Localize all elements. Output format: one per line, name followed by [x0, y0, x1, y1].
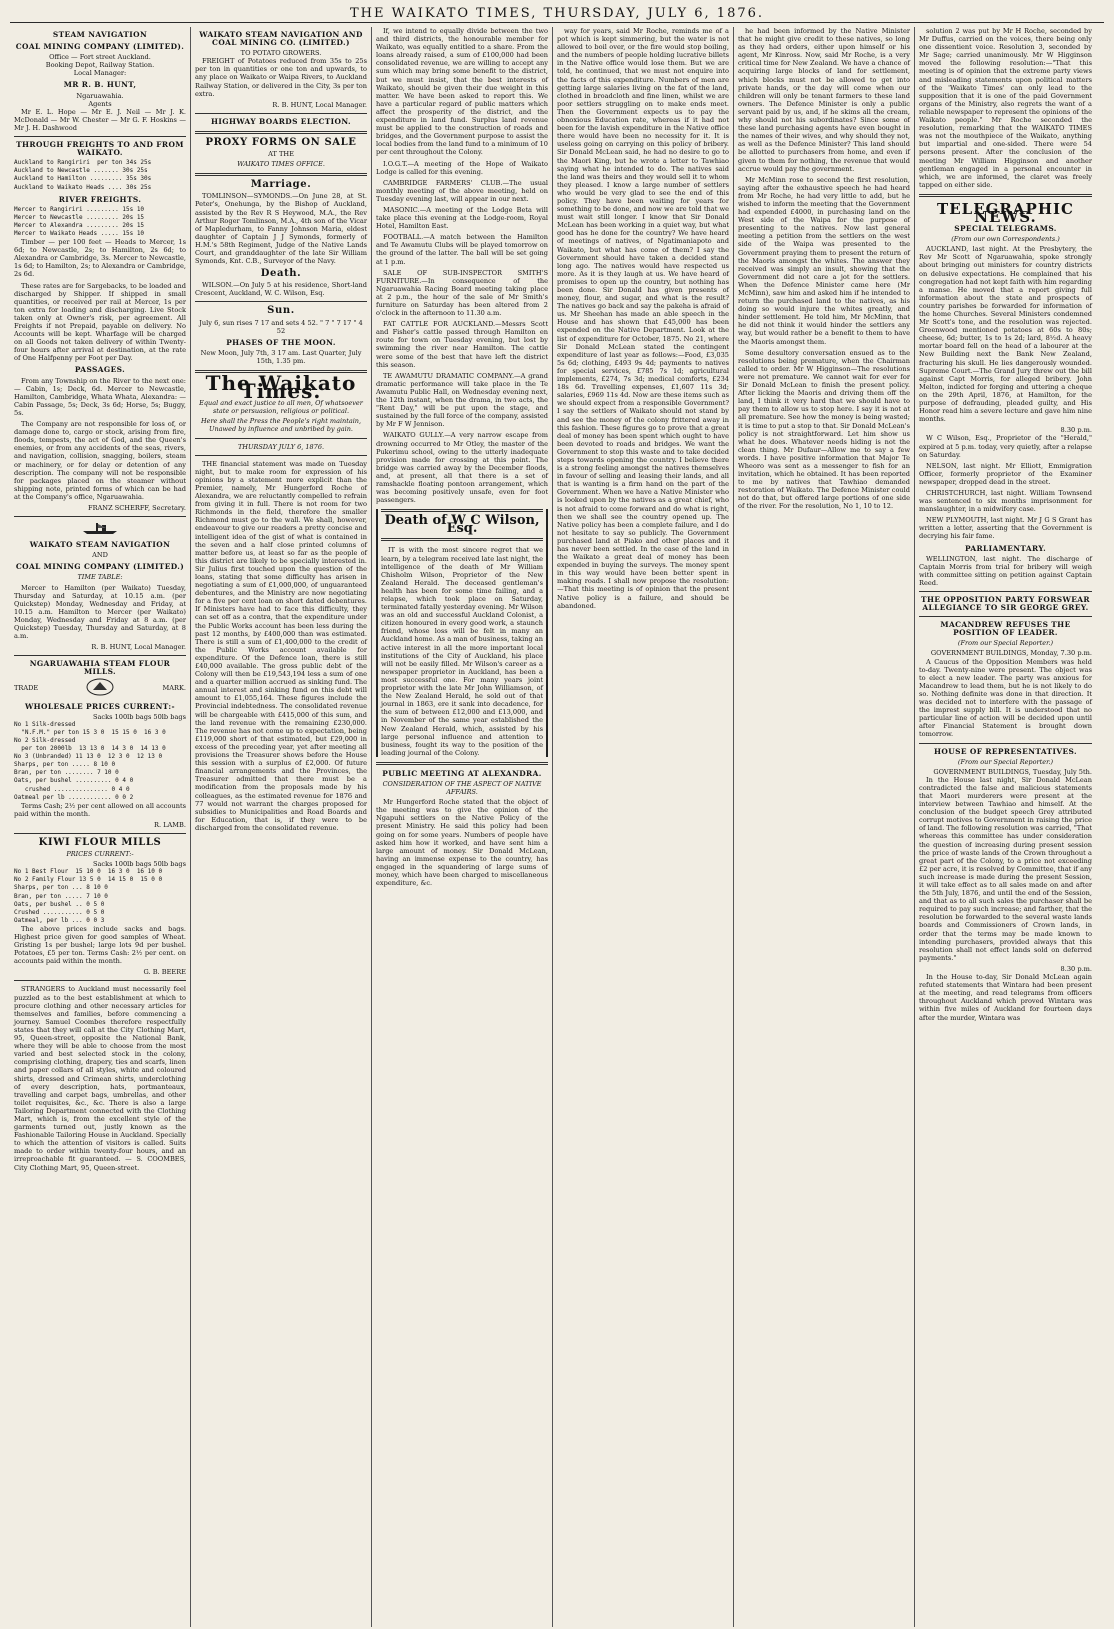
- special-telegrams-sub: (From our own Correspondents.): [951, 235, 1060, 244]
- ad-depot: Booking Depot, Railway Station.: [45, 61, 155, 70]
- timetable-label: TIME TABLE:: [77, 573, 123, 582]
- death-notice: WILSON.—On July 5 at his residence, Short-land Crescent, Auckland, W. C. Wilson, Esq.: [195, 281, 367, 298]
- kiwi-prices-table: No 1 Best Flour 15 10 0 16 3 0 16 10 0 No 2 Family Flour 13 5 0 14 15 0 15 0 0 Sharps, per ton ... 8 10 0 Bran, per ton ..... 7 10 0 Oats, per bushel .. 0 5 0 Crushed ........... 0 5 0 Oatmeal, per lb ... 0 0 3: [14, 868, 163, 924]
- timetable-text: Mercer to Hamilton (per Waikato) Tuesday, Thursday and Saturday, at 10.15 a.m. (per Quickstep) Monday, Wednesday and Friday, at 10.15 a.m. Hamilton to Mercer (per Waikato) Monday, Wednesday and Friday at 8 a.m. (per Quickstep) Tuesday, Thursday and Saturday, at 8 a.m.: [14, 583, 186, 641]
- meeting-report-continued: way for years, said Mr Roche, reminds me of a pot which is kept simmering, but the water is not allowed to boil over, or the fire would stop boiling, and the numbers of people holding lucrative billets in the Native office would lose them. But we are told, he continued, that we must not enquire into the facts of this expenditure. Numbers of men are getting large salaries living on the fat of the land, clothed in broadcloth and fine linen, whilst we are poor settlers struggling on to make ends meet. Then the Government expects us to pay the obnoxious Education rate, whereas if it had not been for the lavish expenditure in the Native office there would have been no necessity for it. It is useless going on carrying on this policy of bribery. Sir Donald McLean said, he had no desire to go to the Maori King, but he wrote a letter to Tawhiao saying what he intended to do. The natives said the land was theirs and they would sell it to whom they pleased. I know a large number of settlers who would be very glad to see the end of this policy. They have been waiting for years for something to be done, and now we are told that we must wait still longer. I know that Sir Donald McLean has been working in a quiet way, but what good has he done for the country? We have heard of meetings of natives, of Ngatimaniapoto and Waikato, but what has come of them? I say the Government should have taken a decided stand long ago. The natives would have respected us more. As it is they laugh at us. We have heard of promises to open up the country, but nothing has been done. Sir Donald has given presents of money, flour, and sugar, and what is the result? The natives go back and say the pakeha is afraid of us. Mr Sheehan has made an able speech in the House and has shown that £45,000 has been expended on the Native Department. Look at the list of expenditure for October, 1875. No 21, where Sir Donald McLean stated the contingent expenditure of last year as follows:—Food, £3,035 5s 6d; clothing, £493 9s 4d; payments to natives for special services, £785 7s 1d; agricultural implements, £274, 7s 3d; medical comforts, £234 18s 6d. Travelling expenses, £1,607 11s 3d; salaries, £969 11s 4d. Now are these items such as we should expect from a responsible Government? I say the settlers of Waikato should not stand by and see the money of the colony frittered away in this fashion. These figures go to prove that a great deal of money has been spent which ought to have been devoted to roads and bridges. We want the Government to stop this waste and to take decided steps towards opening the country. I believe there is a strong feeling amongst the natives themselves in favour of selling and leasing their lands, and all that is wanting is a firm hand on the part of the Government. When we have a Native Minister who is looked upon by the natives as a great chief, who is not afraid to come forward and do what is right, then we shall see the country opened up. The Native policy has been a complete failure, and I do not hesitate to say so publicly. The Government purchased land at Piako and other places and it has never been settled. In the case of the land in the Waikato a great deal of money has been expended in buying the surveys. The money spent in this way would have been better spent in making roads. I shall now propose the resolution:—That this meeting is of opinion that the present Native policy is a failure, and should be abandoned.: [557, 27, 729, 610]
- proxy-at: AT THE: [268, 150, 294, 159]
- column-6: [915, 27, 1096, 1627]
- highway-boards-title: HIGHWAY BOARDS ELECTION.: [211, 116, 351, 126]
- opposition-text: A Caucus of the Opposition Members was held to-day. Twenty-nine were present. The object was to elect a new leader. The party was anxious for Macandrew to lead them, but he is not likely to do so. Nothing definite was done in that direction. It was decided not to interfere with the passage of the imprest supply bill. It is understood that no particular line of action will be decided upon until after Financial Statement is brought down tomorrow.: [919, 657, 1092, 739]
- river-freights-table: Mercer to Rangiriri ......... 15s 10 Mercer to Newcastle ......... 20s 15 Mercer to Alexandra ......... 20s 15 Mercer to Waikato Heads ..... 15s 10: [14, 205, 145, 237]
- telegraphic-news-title: TELEGRAPHIC NEWS.: [937, 199, 1074, 226]
- proxy-forms-title: PROXY FORMS ON SALE: [205, 136, 357, 148]
- divider: [381, 538, 543, 541]
- divider: [376, 762, 548, 765]
- freights-title: THROUGH FREIGHTS TO AND FROM WAIKATO.: [16, 140, 184, 158]
- paper-nameplate: The Waikato Times.: [205, 371, 357, 404]
- divider: [195, 131, 367, 134]
- ad2-and: AND: [92, 551, 108, 560]
- divider: [195, 113, 367, 114]
- freights-table: Auckland to Rangiriri per ton 34s 25s Auckland to Newcastle ....... 30s 25s Auckland to Hamilton ......... 35s 30s Auckland to Waikato Heads .... 30s 25s: [14, 159, 152, 191]
- rates-text: These rates are for Sargebacks, to be loaded and discharged by Shipper. If shipped in small quantities, or received per rail at Mercer, 1s per ton extra for loading and discharging. Live Stock taken only at Owner's risk, per agreement. All Freights if not Prepaid, payable on delivery. No Accounts will be kept. Wharfage will be charged on all Goods not taken delivery of within Twenty-four hours after arrival at destination, at the rate of One Halfpenny per Foot per Day.: [14, 281, 186, 363]
- paper-motto-2: Here shall the Press the People's right maintain, Unawed by influence and unbribed by gain.: [200, 417, 362, 434]
- issue-date: THURSDAY JULY 6, 1876.: [237, 442, 325, 451]
- prices-title: WHOLESALE PRICES CURRENT:-: [24, 701, 176, 711]
- house-title: HOUSE OF REPRESENTATIVES.: [934, 746, 1077, 756]
- kiwi-prices-head: Sacks 100lb bags 50lb bags: [92, 860, 186, 869]
- kiwi-note: The above prices include sacks and bags. Highest price given for good samples of Wheat. Gristing 1s per bushel; large lots 9d per bushel. Potatoes, £5 per ton. Terms Cash: 2½ per cent. on accounts paid within the month.: [14, 924, 186, 966]
- manager-name: MR R. B. HUNT,: [63, 80, 137, 90]
- divider: [14, 980, 186, 981]
- marriage-title: Marriage.: [250, 179, 312, 191]
- manager-label: Local Manager:: [73, 69, 127, 78]
- proxy-office: WAIKATO TIMES OFFICE.: [237, 160, 325, 169]
- liability-text: The Company are not responsible for loss of, or damage done to, cargo or stock, arising from fire, floods, tempests, the act of God, and the Queen's enemies, or from any accidents of the seas, rivers, and navigation, collision, snagging, boilers, steam or machinery, or for delay or detention of any description. The company will not be responsible for packages placed on the steamer without shipping note, printed forms of which can be had at the Company's office, Ngaruawahia.: [14, 420, 186, 501]
- meeting-report-part-3: Some desultory conversation ensued as to the resolutions being premature, when the Chairman called to order. Mr W Higginson—The resolutions were not premature. We cannot wait for ever for Sir Donald McLean to finish the present policy. After licking the Maoris and driving them off the land, I think it very hard that we should have to pay them to allow us to stop here. I say it is not at all premature. See how the money is being wasted; it is time to put a stop to that. Sir Donald McLean's policy is not straightforward. Let him show us what he does. Whatever needs hiding is not the clean thing. Mr Dufaur—Allow me to say a few words. I have positive information that Major Te Wheoro was sent as a messenger to fish for an invitation, which he obtained. It has been reported to me by natives that Tawhiao demanded restoration of Waikato. The Defence Minister could not do that, but offered large portions of one side of the river. For the resolution, No 1, 10 to 12.: [738, 348, 910, 511]
- wilson-telegram: W C Wilson, Esq., Proprietor of the "Herald," expired at 5 p.m. today, very quietly, after a relapse on Saturday.: [919, 434, 1092, 459]
- macandrew-sub: (From our Special Reporter.): [957, 639, 1054, 648]
- divider: [14, 655, 186, 656]
- column-3: [372, 27, 553, 1627]
- divider: [919, 743, 1092, 744]
- meeting-report-part-1: he had been informed by the Native Minister that he might give credit to these natives, so long as they had orders, either upon himself or his agent, Mr Kinross. Now, said Mr Roche, is a very critical time for New Zealand. We have a chance of acquiring large blocks of land for settlement, which blocks must not be allowed to get into private hands, or the day will come when our children will only be tenant farmers to these land owners. The Defence Minister is only a public servant paid by us, and, if he skims all the cream, why should not his subordinates? Since some of these land purchasing agents have even bought in the names of their wives, and why should they not, as well as the Defence Minister? This land should be allotted to purchasers from home, and even if given to them for nothing, the revenue that would accrue would pay the government.: [738, 27, 910, 173]
- leading-article: THE financial statement was made on Tuesday night, but to make room for expression of his opinions by a statement more explicit than the Premier, namely, Mr Hungerford Roche of Alexandra, we are reluctantly compelled to refrain from giving it in full. There is not room for two Richmonds in the field, therefore the smaller Richmond must go to the wall. We shall, however, endeavour to give our readers a pretty concise and intelligent idea of the gist of what is contained in the seven and a half close printed columns of matter before us, at least so far as the people of this district are likely to be specially interested in. Sir Julius first touched upon the question of the loans, stating that some difficulty has arisen in negotiating a sum of £1,000,000, of unguaranteed debentures, and the Ministry are now negotiating for a five per cent loan on short dated debentures. If Ministers have had to face this difficulty, they can set off as a contra, that the expenditure under the Public Works account has been less during the past 12 months, by £400,000 than was estimated. There is still a sum of £1,400,000 to the credit of the Public Works account available for expenditure. Of the Defence loan, there is still £40,000 available. The gross public debt of the Colony will then be £19,543,194 less a sum of one and a quarter million accrued as sinking fund. The annual interest and sinking fund on this debt will amount to £1,055,164. These figures include the Provincial indebtedness. The consolidated revenue will be chargeable with £415,000 of this sum, and the land revenue with the remaining £230,000. The revenue has not come up to expectation, being £119,000 short of that estimated, but £29,000 in excess of the preceding year, yet after meeting all provisions the Treasurer shows before the House this session with a surplus of £2,000. Of future financial arrangements and the Provinces, the Treasurer admitted that there must be a modification from the proposals made by his colleagues, as the estimated revenue for 1876 and 77 would not warrant the charges proposed for subsidies to Municipalities and Road Boards and for Education, that is, if they were to be discharged from the consolidated revenue.: [195, 459, 367, 832]
- mark-label: MARK.: [162, 684, 186, 693]
- gov-buildings-dateline-2: GOVERNMENT BUILDINGS, Tuesday, July 5th.: [933, 767, 1092, 776]
- kiwi-mills-title: KIWI FLOUR MILLS: [38, 836, 162, 848]
- divider: [919, 194, 1092, 197]
- potato-ad-title: WAIKATO STEAM NAVIGATION AND COAL MINING CO. (LIMITED.): [199, 30, 363, 48]
- time-stamp: 8.30 p.m.: [1060, 426, 1092, 435]
- ship-icon: [14, 521, 186, 537]
- obituary-frame: [376, 509, 548, 757]
- mills-terms: Terms Cash; 2½ per cent allowed on all accounts paid within the month.: [14, 801, 186, 818]
- kiwi-prices-label: PRICES CURRENT:-: [66, 850, 134, 859]
- columns: [10, 27, 1104, 1627]
- kiwi-signature: G. B. BEERE: [143, 968, 186, 977]
- column-4: [553, 27, 734, 1627]
- wellington-telegram: WELLINGTON, last night. The discharge of Captain Morris from trial for bribery will weigh with committee sitting on petition against Captain Reed.: [919, 554, 1092, 587]
- divider: [919, 616, 1092, 617]
- meeting-report-end: solution 2 was put by Mr H Roche, seconded by Mr Duffus, carried on the voices, there being only one dissentient voice. Resolution 3, seconded by Mr Sage; carried unanimously. Mr W Higginson moved the following resolution:—"That this meeting is of opinion that the extreme party views and misleading statements upon political matters of the 'Waikato Times' can only lead to the supposition that it is one of the paid Government organs of the Ministry, also regrets the want of a reliable newspaper to represent the opinions of the Waikato people." Mr Roche seconded the resolution, remarking that the WAIKATO TIMES was not the mouthpiece of the Waikato, anything but impartial and one-sided. There were 54 persons present. After the conclusion of the meeting Mr William Higginson and another gentleman engaged in a personal encounter in which, we are informed, the claret was freely tapped on either side.: [919, 27, 1092, 189]
- sale-notice: SALE OF SUB-INSPECTOR SMITH'S FURNITURE.—In consequence of the Ngaruawahia Racing Board meeting taking place at 2 p.m., the hour of the sale of Mr Smith's furniture on Saturday has been altered from 2 o'clock in the afternoon to 11.30 a.m.: [376, 268, 548, 318]
- trade-mark-row: [14, 678, 186, 698]
- moon-title: PHASES OF THE MOON.: [226, 337, 336, 347]
- public-meeting-sub: CONSIDERATION OF THE ASPECT OF NATIVE AFFAIRS.: [382, 779, 542, 797]
- river-freights-text: Timber — per 100 feet — Heads to Mercer, 1s 6d; to Newcastle, 2s; to Hamilton, 2s 6d; to Alexandra or Cambridge, 3s. Mercer to Newcastle, 1s 6d; to Hamilton, 2s; to Alexandra or Cambridge, 2s 6d.: [14, 238, 186, 279]
- lodge-notice: I.O.G.T.—A meeting of the Hope of Waikato Lodge is called for this evening.: [376, 159, 548, 176]
- gov-buildings-dateline: GOVERNMENT BUILDINGS, Monday, 7.30 p.m.: [930, 649, 1092, 658]
- gully-notice: WAIKATO GULLY.—A very narrow escape from drowning occurred to Mr Otley, the master of the Pukerimu school, owing to the utterly inadequate provision made for crossing at this point. The bridge was carried away by the December floods, and, at present, all that there is a set of ramshackle floating pontoon arrangement, which was becoming positively unsafe, even for foot passengers.: [376, 431, 548, 505]
- trade-mark-icon: [85, 678, 115, 698]
- divider: [14, 516, 186, 517]
- sun-times: July 6, sun rises 7 17 and sets 4 52. " 7 " 7 17 " 4 52: [199, 318, 363, 335]
- passages-title: PASSAGES.: [74, 365, 126, 375]
- ad-office: Office — Fort street Auckland.: [49, 53, 151, 62]
- paper-motto: Equal and exact justice to all men, Of whatsoever state or persuasion, religious or political.: [199, 399, 363, 416]
- ad2-title: WAIKATO STEAM NAVIGATION: [29, 540, 171, 550]
- agents-list: Mr E. L. Hope — Mr E. J. Neil — Mr J. K. McDonald — Mr W. Chester — Mr G. F. Hoskins — Mr J. H. Dashwood: [14, 107, 186, 132]
- marriage-notice: TOMLINSON—SYMONDS.—On June 28, at St. Peter's, Onehunga, by the Bishop of Auckland, assisted by the Rev R S Heywood, M.A., the Rev Arthur Roger Tomlinson, M.A., 4th son of the Vicar of Mapledurham, to Fanny Johnson Maria, eldest daughter of Captain J J Symonds, formerly of H.M.'s 58th Regiment, Judge of the Native Lands Court, and granddaughter of the late Sir William Symonds, Knt. C.B., Surveyor of the Navy.: [195, 192, 367, 266]
- passages-text: From any Township on the River to the next one: — Cabin, 1s; Deck, 6d. Mercer to Newcastle, Hamilton, Cambridge, Whata Whata, Alexandra: — Cabin Passage, 5s; Deck, 3s 6d; Horse, 5s; Buggy, 5s.: [14, 376, 186, 417]
- divider: [381, 509, 543, 512]
- agents-label: Agents: [88, 99, 112, 108]
- river-freights-title: RIVER FREIGHTS.: [58, 194, 142, 204]
- masthead: THE WAIKATO TIMES, THURSDAY, JULY 6, 1876.: [10, 6, 1104, 23]
- farmers-club-notice: CAMBRIDGE FARMERS' CLUB.—The usual monthly meeting of the above meeting, held on Tuesday evening last, will appear in our next.: [376, 178, 548, 203]
- new-plymouth-telegram: NEW PLYMOUTH, last night. Mr J G S Grant has written a letter, asserting that the Government is decrying his fair fame.: [919, 516, 1092, 541]
- public-meeting-text: Mr Hungerford Roche stated that the object of the meeting was to give the opinion of the Ngapuhi settlers on the Native Policy of the present Ministry. He said this policy had been going on for some years. Numbers of people have asked him how it worked, and have sent him a large amount of money. Sir Donald McLean, having an immense expense to the country, has engaged in the squandering of large sums of money, which have been charged to miscellaneous expenditure, &c.: [376, 798, 548, 888]
- masonic-notice: MASONIC.—A meeting of the Lodge Beta will take place this evening at the Lodge-room, Royal Hotel, Hamilton East.: [376, 205, 548, 231]
- house-text: In the House last night, Sir Donald McLean contradicted the false and malicious statements that Maori murderers were present at the interview between Tawhiao and himself. At the conclusion of the budget speech Grey attributed corrupt motives to Government in raising the price of land. The following resolution was carried, "That whereas this committee has under consideration the question of increasing during present session the price of waste lands of the Crown throughout a great part of the Colony, to a price not exceeding £2 per acre, it is resolved by Committee, that if any such increase is made during the present Session, it will take effect as to all sales made on and after the 5th July, 1876, and until the end of the Session, and that as to all such sales the purchaser shall be required to pay such increase; and farther, that the resolution be forwarded to the several waste lands boards and Commissioners of Crown lands, in order that the terms may be made known to intending purchasers, provided always that this resolution shall not effect lands sold on deferred payments.": [919, 775, 1092, 962]
- divider: [14, 136, 186, 137]
- obituary-heading: Death of W C Wilson, Esq.: [384, 513, 540, 537]
- column-1: [10, 27, 191, 1627]
- meeting-report-part-2: Mr McMinn rose to second the first resolution, saying after the exhaustive speech he had heard from Mr Roche, he had very little to add, but he wished to inform the meeting that the Government had expended £4000, in purchasing land on the West side of the Waipa for the purpose of presenting to the natives. Now last general meeting a petition from the settlers on the west side of the Waipa was presented to the Government praying them to present the return of the Maoris amongst the whites. The answer they received was simply an insult, showing that the Government did not care a jot for the settlers. When the Defence Minister came here (Mr McMinn), saw him and asked him if he intended to return the purchased land to the natives, as his doing so would injure the whites greatly, and hinder settlement. He told him, Mr McMinn, that he did not think it would hinder the settlers any way, but would rather be a benefit to them to have the Maoris amongst them.: [738, 175, 910, 346]
- prices-table: No 1 Silk-dressed "N.F.M." per ton 15 3 0 15 15 0 16 3 0 No 2 Silk-dressed per ton 2000lb 13 13 0 14 3 0 14 13 0 No 3 (Unbranded) 11 13 0 12 3 0 12 13 0 Sharps, per ton ..... 8 10 0 Bran, per ton ........ 7 10 0 Oats, per bushel .......... 0 4 0 crushed ............... 0 4 0 Oatmeal per lb ............ 0 0 2: [14, 720, 166, 801]
- divider: [195, 173, 367, 176]
- moon-phases: New Moon, July 7th, 3 17 am. Last Quarter, July 15th, 1.35 pm.: [200, 348, 362, 365]
- potato-ad-signature: R. B. HUNT, Local Manager.: [272, 100, 367, 109]
- secretary-signature: FRANZ SCHERFF, Secretary.: [88, 503, 186, 512]
- death-notice-title: Death.: [260, 268, 302, 280]
- flour-mills-title: NGARUAWAHIA STEAM FLOUR MILLS.: [29, 659, 171, 677]
- divider: [195, 301, 367, 302]
- house-last-text: In the House to-day, Sir Donald McLean again refuted statements that Wintara had been present at the meeting, and read telegrams from officers throughout Auckland which proved Wintara was within five miles of Auckland for fourteen days after the murder, Wintara was: [919, 973, 1092, 1022]
- time-stamp-2: 8.30 p.m.: [1060, 964, 1092, 973]
- mills-signature: R. LAMB.: [154, 820, 186, 829]
- article-continued: If, we intend to equally divide between the two and third districts, the honourable member for Waikato, was equally entitled to a share. From the loans already raised, a sum of £100,000 had been consolidated revenue, we are willing to accept any sum which may bring some benefit to the district, but we must insist, that the best interests of Waikato, should be given their due weight in this matter. We have been asked to report this. We have a particular regard of public matters which affect the prosperity of the district, and the expenditure in land fund. Surplus land revenue must be applied to the construction of roads and bridges, and the Government purpose to assist the local bodies from the land fund to a minimum of 10 per cent throughout the Colony.: [376, 27, 548, 157]
- ad-coal-mining-title: COAL MINING COMPANY (LIMITED).: [15, 42, 185, 52]
- auckland-telegram: AUCKLAND, last night. At the Presbytery, the Rev Mr Scott of Ngaruawahia, spoke strongly about bringing out ministers for country districts on delusive expectations. He complained that his congregation had not kept faith with him regarding a manse. He moved that a report giving full information about the state and prospects of country parishes be forwarded for information of the home Churches. Several Ministers condemned Mr Scott's tone, and the resolution was rejected. Greenwood mentioned potatoes at 60s to 80s; cheese, 6d; butter, 1s to 1s 2d; lard, 8½d. A heavy mortar board fell on the head of a labourer at the New Building next the Bank New Zealand, fracturing his skull. He lies dangerously wounded. Supreme Court.—The Grand Jury threw out the bill against Capt Morris, for alleged bribery. John Melton, indicted for forging and uttering a cheque on the 29th April, 1876, at Hamilton, for the purpose of defrauding, pleaded guilty, and His Honor read him a severe lecture and gave him nine months.: [919, 245, 1092, 424]
- strangers-ad: STRANGERS to Auckland must necessarily feel puzzled as to the best establishment at which to procure clothing and other necessary articles for themselves and families, before commencing a journey. Samuel Coombes therefore respectfully states that they will call at the City Clothing Mart, 95, Queen-street, opposite the National Bank, where they will be able to choose from the most varied and best selected stock in the colony, comprising clothing, drapery, ties and scarfs, linen and paper collars of all styles, white and coloured shirts, dressed and Crimean shirts, underclothing of every description, hats, portmanteaux, travelling and carpet bags, umbrellas, and other toilet requisites, &c., &c. There is also a large Tailoring Department connected with the Clothing Mart, which is, from the excellent style of the garments turned out, justly known as the Fashionable Tailoring House in Auckland. Specially to which the attention of visitors is called. Suits made to order within twenty-four hours, and an irreproachable fit guaranteed. — S. COOMBES, City Clothing Mart, 95, Queen-street.: [14, 985, 186, 1172]
- divider: [14, 833, 186, 834]
- trade-label: TRADE: [14, 684, 39, 693]
- house-sub: (From our Special Reporter.): [957, 757, 1054, 766]
- divider: [195, 438, 367, 439]
- sun-title: Sun.: [267, 305, 295, 317]
- column-5: [734, 27, 915, 1627]
- nelson-telegram: NELSON, last night. Mr Elliott, Emmigration Officer, formerly proprietor of the Examiner newspaper, dropped dead in the street.: [919, 461, 1092, 486]
- cattle-notice: FAT CATTLE FOR AUCKLAND.—Messrs Scott and Fisher's cattle passed through Hamilton en route for town on Tuesday evening, but lost by swimming the river near Hamilton. The cattle were some of the best that have left the district this season.: [376, 320, 548, 369]
- christchurch-telegram: CHRISTCHURCH, last night. William Townsend was sentenced to six months imprisonment for manslaughter, in a midwifery case.: [919, 488, 1092, 514]
- special-telegrams-title: SPECIAL TELEGRAMS.: [954, 224, 1057, 234]
- obituary-text: IT is with the most sincere regret that we learn, by a telegram received late last night, the intelligence of the death of Mr William Chisholm Wilson, Proprietor of the New Zealand Herald. The deceased gentleman's health has been for some time failing, and a relapse, which took place on Saturday, terminated fatally yesterday evening. Mr Wilson was an old and successful Auckland Colonist, a citizen honoured in every good work, a staunch friend, whose loss will be felt in many an Auckland home. As a man of business, taking an active interest in all the more important local institutions of the City of Auckland, his place will not be easily filled. Mr Wilson's career as a newspaper proprietor in Auckland, has been a most successful one. For many years joint proprietor with the late Mr John Williamson, of the New Zealand Herald, he sold out of that journal in 1863, ere it sank into decadence, for the sum of between £12,000 and £13,000, and in November of the same year established the New Zealand Herald, which, assisted by his large personal influence and attention to business, fought its way to the position of the leading journal of the Colony.: [381, 546, 543, 757]
- prices-head: Sacks 100lb bags 50lb bags: [92, 712, 186, 721]
- parliamentary-title: PARLIAMENTARY.: [964, 543, 1047, 553]
- public-meeting-title: PUBLIC MEETING AT ALEXANDRA.: [382, 768, 542, 778]
- football-notice: FOOTBALL.—A match between the Hamilton and Te Awamutu Clubs will be played tomorrow on the ground of the latter. The ball will be set going at 1 p.m.: [376, 233, 548, 266]
- manager-place: Ngaruawahia.: [76, 91, 124, 100]
- divider: [195, 455, 367, 456]
- divider: [919, 591, 1092, 592]
- ad-steam-nav-title: STEAM NAVIGATION: [52, 30, 148, 39]
- opposition-title: THE OPPOSITION PARTY FORSWEAR ALLEGIANCE TO SIR GEORGE GREY.: [921, 595, 1090, 613]
- macandrew-title: MACANDREW REFUSES THE POSITION OF LEADER.: [940, 620, 1071, 638]
- ad2-signature: R. B. HUNT, Local Manager.: [91, 643, 186, 652]
- potato-ad-text: FREIGHT of Potatoes reduced from 35s to 25s per ton in quantities or one ton and upwards, to any place on Waikato or Waipa Rivers, to Auckland Railway Station, or delivered in the City, 3s per ton extra.: [195, 57, 367, 98]
- potato-ad-sub: TO POTATO GROWERS.: [240, 49, 322, 58]
- column-2: [191, 27, 372, 1627]
- dramatic-notice: TE AWAMUTU DRAMATIC COMPANY.—A grand dramatic performance will take place in the Te Awamutu Public Hall, on Wednesday evening next, the 12th instant, when the drama, in two acts, the "Rent Day," will be put upon the stage, and sustained by the full force of the company, assisted by Mr F W Jennison.: [376, 371, 548, 429]
- ad2-company: COAL MINING COMPANY (LIMITED.): [15, 562, 185, 572]
